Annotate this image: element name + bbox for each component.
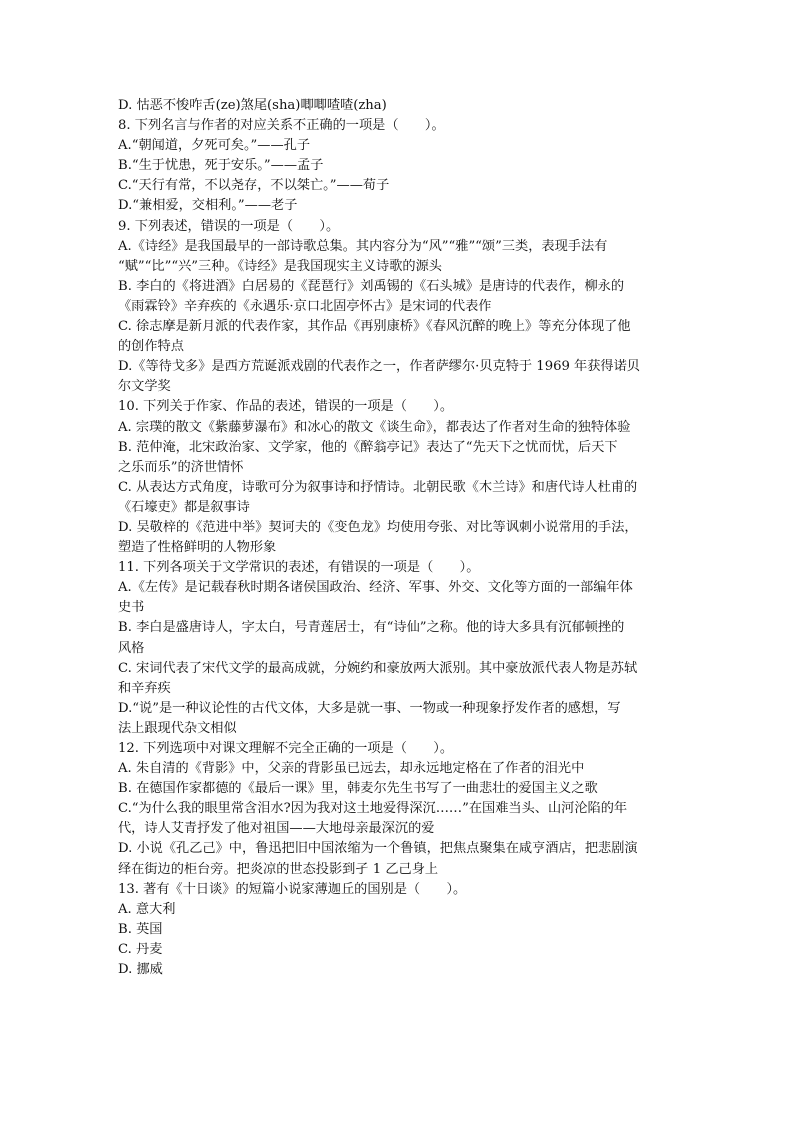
text-line: 法上跟现代杂文相似 xyxy=(118,720,237,736)
text-line: D.《等待戈多》是西方荒诞派戏剧的代表作之一，作者萨缪尔·贝克特于 1969 年获得诺贝 xyxy=(118,359,640,375)
text-line: C. 丹麦 xyxy=(118,941,163,957)
text-line: D. 小说《孔乙己》中，鲁迅把旧中国浓缩为一个鲁镇，把焦点聚集在咸亨酒店，把悲剧演 xyxy=(118,841,638,857)
text-line: 12. 下列选项中对课文理解不完全正确的一项是（ ）。 xyxy=(118,741,454,756)
text-line: D.“兼相爱，交相利。”——老子 xyxy=(118,198,298,214)
text-line: 的创作特点 xyxy=(118,339,184,355)
text-line: D.“说”是一种议论性的古代文体，大多是就一事、一物或一种现象抒发作者的感想，写 xyxy=(118,700,621,716)
text-line: C.“天行有常，不以尧存，不以桀亡。”——荀子 xyxy=(118,178,390,194)
text-line: B.“生于忧患，死于安乐。”——孟子 xyxy=(118,158,324,174)
text-line: A.《诗经》是我国最早的一部诗歌总集。其内容分为“风”“雅”“颂”三类，表现手法有 xyxy=(118,238,608,254)
text-line: B. 李白是盛唐诗人，字太白，号青莲居士，有“诗仙”之称。他的诗大多具有沉郁顿挫的 xyxy=(118,620,625,636)
text-line: 风格 xyxy=(118,640,145,656)
text-line: D. 吴敬梓的《范进中举》契诃夫的《变色龙》均使用夸张、对比等讽刺小说常用的手法， xyxy=(118,519,638,535)
text-line: A.“朝闻道，夕死可矣。”——孔子 xyxy=(118,138,311,154)
document-page xyxy=(118,96,678,980)
text-line: D. 怙恶不悛咋舌(ze)煞尾(sha)唧唧喳喳(zha) xyxy=(118,98,387,113)
text-line: 绎在街边的柜台旁。把炎凉的世态投影到孑 1 乙己身上 xyxy=(118,861,439,877)
text-line: C.“为什么我的眼里常含泪水?因为我对这土地爱得深沉……”在国难当头、山河沦陷的年 xyxy=(118,801,628,817)
text-line: 尔文学奖 xyxy=(118,379,171,395)
text-line: 塑造了性格鲜明的人物形象 xyxy=(118,540,277,556)
text-line: “赋”“比”“兴”三种。《诗经》是我国现实主义诗歌的源头 xyxy=(118,258,442,274)
text-line: 10. 下列关于作家、作品的表述，错误的一项是（ ）。 xyxy=(118,399,454,415)
text-line: 和辛弃疾 xyxy=(118,680,171,696)
text-line: C. 从表达方式角度，诗歌可分为叙事诗和抒情诗。北朝民歌《木兰诗》和唐代诗人杜甫的 xyxy=(118,479,638,495)
text-line: D. 挪威 xyxy=(118,962,163,978)
text-line: 之乐而乐”的济世情怀 xyxy=(118,459,244,475)
text-line: A. 朱自清的《背影》中，父亲的背影虽已远去，却永远地定格在了作者的泪光中 xyxy=(118,761,585,777)
text-line: A.《左传》是记载春秋时期各诸侯国政治、经济、军事、外交、文化等方面的一部编年体 xyxy=(118,580,633,596)
text-line: 代，诗人艾青抒发了他对祖国——大地母亲最深沉的爱 xyxy=(118,821,435,837)
text-line: 8. 下列名言与作者的对应关系不正确的一项是（ ）。 xyxy=(118,118,445,134)
text-line: 13. 著有《十日谈》的短篇小说家薄迦丘的国别是（ ）。 xyxy=(118,881,467,897)
text-line: 史书 xyxy=(118,600,145,616)
text-line: 9. 下列表述，错误的一项是（ ）。 xyxy=(118,218,340,234)
text-line: B. 在德国作家都德的《最后一课》里，韩麦尔先生书写了一曲悲壮的爱国主义之歌 xyxy=(118,781,598,797)
text-line: A. 意大利 xyxy=(118,901,176,917)
text-line: A. 宗璞的散文《紫藤萝瀑布》和冰心的散文《谈生命》，都表达了作者对生命的独特体验 xyxy=(118,419,631,435)
text-line: B. 英国 xyxy=(118,921,163,937)
text-line: 《石壕吏》都是叙事诗 xyxy=(118,499,250,515)
text-line: B. 范仲淹，北宋政治家、文学家，他的《醉翁亭记》表达了“先天下之忧而忧，后天下 xyxy=(118,439,618,455)
text-line: B. 李白的《将进酒》白居易的《琵琶行》刘禹锡的《石头城》是唐诗的代表作，柳永的 xyxy=(118,278,625,294)
text-line: 《雨霖铃》辛弃疾的《永遇乐·京口北固亭怀古》是宋词的代表作 xyxy=(118,298,492,314)
text-line: C. 宋词代表了宋代文学的最高成就，分婉约和豪放两大派别。其中豪放派代表人物是苏轼 xyxy=(118,660,638,676)
text-line: 11. 下列各项关于文学常识的表述，有错误的一项是（ ）。 xyxy=(118,560,480,576)
text-line: C. 徐志摩是新月派的代表作家，其作品《再别康桥》《春风沉醉的晚上》等充分体现了他 xyxy=(118,319,631,335)
